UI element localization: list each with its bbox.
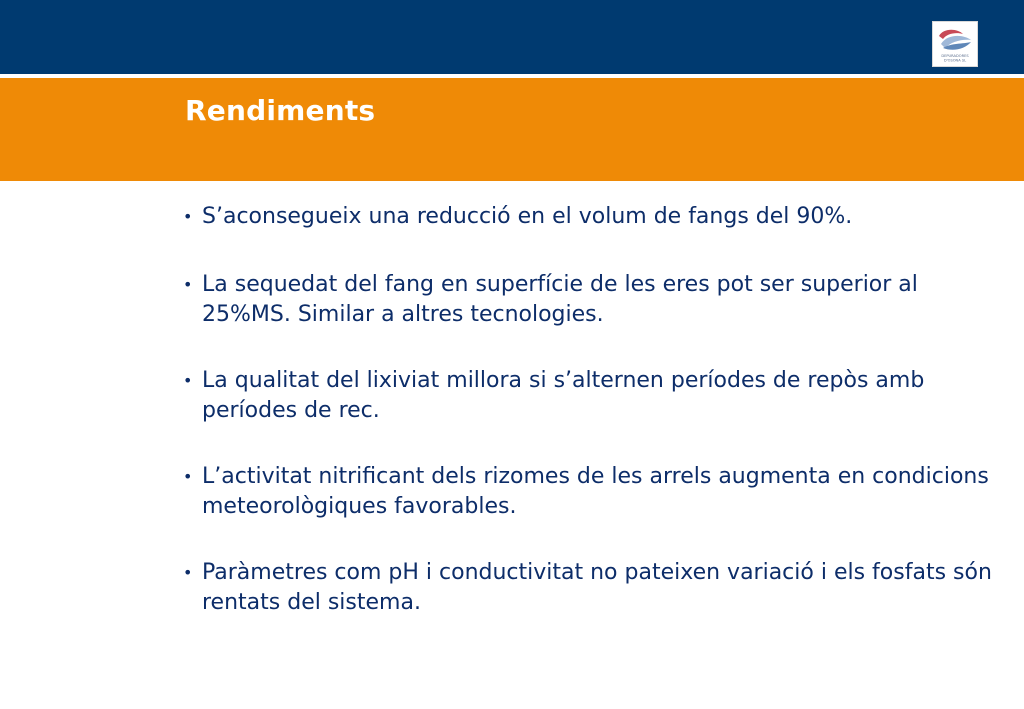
bullet-item xyxy=(183,366,993,426)
company-logo xyxy=(932,21,978,67)
logo-text-line2: D'OSONA SL xyxy=(943,58,967,63)
header-title-band xyxy=(0,78,1024,181)
bullet-text: La qualitat del lixiviat millora si s’alternen períodes de repòs amb períodes de rec. xyxy=(202,368,925,423)
bullet-text: L’activitat nitrificant dels rizomes de les arrels augmenta en condicions meteorològiques favorables. xyxy=(202,464,989,519)
bullet-text: La sequedat del fang en superfície de les eres pot ser superior al 25%MS. Similar a altres tecnologies. xyxy=(202,272,918,327)
logo-text-line1: DEPURADORES xyxy=(941,54,969,58)
bullet-dot: • xyxy=(183,371,193,390)
bullet-item xyxy=(183,462,993,522)
bullet-dot: • xyxy=(183,275,193,294)
header-top-bar xyxy=(0,0,1024,74)
depuradores-logo-icon xyxy=(933,22,977,66)
bullet-item xyxy=(183,270,993,330)
bullet-item xyxy=(183,202,993,232)
bullet-dot: • xyxy=(183,207,193,226)
bullet-dot: • xyxy=(183,467,193,486)
bullet-list xyxy=(183,202,993,654)
bullet-text: S’aconsegueix una reducció en el volum de fangs del 90%. xyxy=(202,204,853,229)
bullet-item xyxy=(183,558,993,618)
bullet-text: Paràmetres com pH i conductivitat no pateixen variació i els fosfats són rentats del sistema. xyxy=(202,560,992,615)
slide-title: Rendiments xyxy=(185,94,376,127)
bullet-dot: • xyxy=(183,563,193,582)
